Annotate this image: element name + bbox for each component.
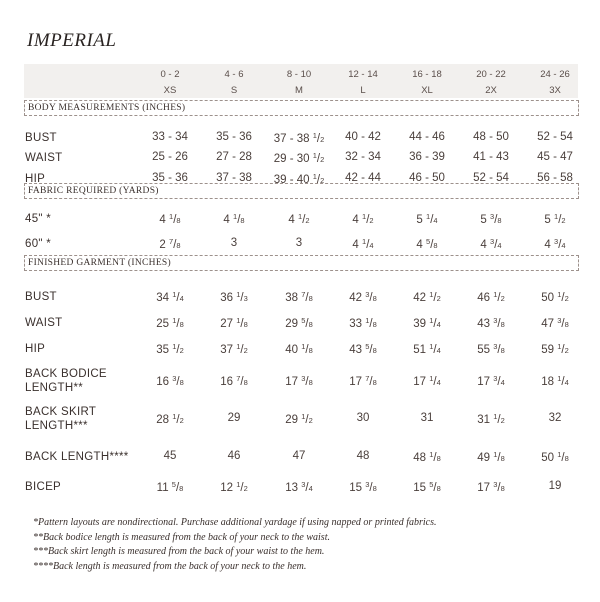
table-cell: 4 $^1$/2	[288, 212, 310, 226]
table-cell: 16 $^3$/8	[156, 374, 184, 388]
size-code: 3X	[549, 85, 561, 96]
size-range: 24 - 26	[540, 69, 570, 80]
table-cell: 46 - 50	[409, 172, 445, 184]
table-cell: 29 $^5$/8	[285, 316, 313, 330]
table-cell: 13 $^3$/4	[285, 480, 313, 494]
table-cell: 29	[227, 412, 241, 424]
row-label: BACK BODICE LENGTH**	[25, 368, 107, 394]
size-range: 16 - 18	[412, 69, 442, 80]
size-code: XL	[421, 85, 433, 96]
table-cell: 3	[295, 237, 303, 249]
row-label: HIP	[25, 343, 46, 355]
table-cell: 17 $^3$/8	[285, 374, 313, 388]
row-label: WAIST	[25, 317, 63, 329]
table-cell: 12 $^1$/2	[220, 480, 248, 494]
table-cell: 48	[356, 450, 370, 462]
table-cell: 25 $^1$/8	[156, 316, 184, 330]
table-cell: 29 $^1$/2	[285, 412, 313, 426]
table-cell: 16 $^7$/8	[220, 374, 248, 388]
table-cell: 4 $^5$/8	[416, 237, 438, 251]
table-cell: 46	[227, 450, 241, 462]
table-cell: 48 - 50	[473, 131, 509, 143]
table-cell: 35 - 36	[152, 172, 188, 184]
section-heading: FINISHED GARMENT (INCHES)	[24, 255, 579, 271]
table-cell: 25 - 26	[152, 151, 188, 163]
chart-title: IMPERIAL	[27, 30, 117, 51]
table-cell: 44 - 46	[409, 131, 445, 143]
table-cell: 56 - 58	[537, 172, 573, 184]
size-code: 2X	[485, 85, 497, 96]
table-cell: 43 $^5$/8	[349, 342, 377, 356]
table-cell: 49 $^1$/8	[477, 450, 505, 464]
table-cell: 36 $^1$/3	[220, 290, 248, 304]
row-label: 45" *	[25, 213, 52, 225]
table-cell: 33 - 34	[152, 131, 188, 143]
size-range: 4 - 6	[224, 69, 244, 80]
table-cell: 45 - 47	[537, 151, 573, 163]
table-cell: 32 - 34	[345, 151, 381, 163]
row-label: BICEP	[25, 481, 62, 493]
row-label: 60" *	[25, 238, 52, 250]
footnotes	[33, 516, 436, 575]
table-cell: 4 $^1$/8	[223, 212, 245, 226]
table-cell: 15 $^5$/8	[413, 480, 441, 494]
table-cell: 4 $^1$/8	[159, 212, 181, 226]
size-range: 20 - 22	[476, 69, 506, 80]
table-cell: 17 $^3$/4	[477, 374, 505, 388]
row-label: BUST	[25, 291, 57, 303]
row-label: BACK SKIRT LENGTH***	[25, 406, 96, 432]
table-cell: 5 $^3$/8	[480, 212, 502, 226]
section-heading: FABRIC REQUIRED (YARDS)	[24, 183, 579, 199]
size-code: L	[360, 85, 366, 96]
table-cell: 47 $^3$/8	[541, 316, 569, 330]
table-cell: 37 - 38	[216, 172, 252, 184]
row-label: BACK LENGTH****	[25, 451, 129, 463]
table-cell: 55 $^3$/8	[477, 342, 505, 356]
footnote: ****Back length is measured from the back of your neck to the hem.	[33, 561, 307, 573]
table-cell: 5 $^1$/2	[544, 212, 566, 226]
table-cell: 5 $^1$/4	[416, 212, 438, 226]
table-cell: 31 $^1$/2	[477, 412, 505, 426]
table-cell: 42 $^1$/2	[413, 290, 441, 304]
table-cell: 40 $^1$/8	[285, 342, 313, 356]
table-cell: 47	[292, 450, 306, 462]
footnote: *Pattern layouts are nondirectional. Purchase additional yardage if using napped or printed fabrics.	[33, 517, 437, 528]
table-cell: 15 $^3$/8	[349, 480, 377, 494]
table-cell: 52 - 54	[473, 172, 509, 184]
table-cell: 32	[548, 412, 562, 424]
table-cell: 4 $^3$/4	[544, 237, 566, 251]
table-cell: 29 - 30 $^1$/2	[273, 151, 325, 165]
table-cell: 39 $^1$/4	[413, 316, 441, 330]
size-range: 12 - 14	[348, 69, 378, 80]
table-cell: 37 $^1$/2	[220, 342, 248, 356]
table-cell: 3	[230, 237, 238, 249]
size-code: XS	[163, 85, 177, 96]
table-cell: 17 $^1$/4	[413, 374, 441, 388]
table-cell: 52 - 54	[537, 131, 573, 143]
table-cell: 19	[548, 480, 562, 492]
section-heading: BODY MEASUREMENTS (INCHES)	[24, 100, 579, 116]
table-cell: 48 $^1$/8	[413, 450, 441, 464]
table-cell: 42 $^3$/8	[349, 290, 377, 304]
table-cell: 4 $^3$/4	[480, 237, 502, 251]
table-cell: 30	[356, 412, 370, 424]
size-code: M	[295, 85, 303, 96]
table-cell: 46 $^1$/2	[477, 290, 505, 304]
table-cell: 50 $^1$/2	[541, 290, 569, 304]
table-cell: 37 - 38 $^1$/2	[273, 131, 325, 145]
table-cell: 35 $^1$/2	[156, 342, 184, 356]
table-cell: 17 $^7$/8	[349, 374, 377, 388]
table-cell: 42 - 44	[345, 172, 381, 184]
row-label: BUST	[25, 132, 57, 144]
table-cell: 51 $^1$/4	[413, 342, 441, 356]
table-cell: 18 $^1$/4	[541, 374, 569, 388]
table-cell: 17 $^3$/8	[477, 480, 505, 494]
table-cell: 40 - 42	[345, 131, 381, 143]
table-cell: 39 - 40 $^1$/2	[273, 172, 325, 186]
table-cell: 27 $^1$/8	[220, 316, 248, 330]
table-cell: 43 $^3$/8	[477, 316, 505, 330]
table-cell: 45	[163, 450, 177, 462]
size-range: 8 - 10	[286, 69, 312, 80]
table-cell: 4 $^1$/4	[352, 237, 374, 251]
row-label: HIP	[25, 173, 46, 185]
footnote: **Back bodice length is measured from the back of your neck to the waist.	[33, 531, 330, 543]
table-cell: 28 $^1$/2	[156, 412, 184, 426]
size-code: S	[230, 85, 238, 96]
table-cell: 38 $^7$/8	[285, 290, 313, 304]
table-cell: 2 $^7$/8	[159, 237, 181, 251]
table-cell: 59 $^1$/2	[541, 342, 569, 356]
table-cell: 35 - 36	[216, 131, 252, 143]
table-cell: 34 $^1$/4	[156, 290, 184, 304]
table-cell: 31	[420, 412, 434, 424]
table-cell: 33 $^1$/8	[349, 316, 377, 330]
footnote: ***Back skirt length is measured from the back of your waist to the hem.	[33, 546, 325, 558]
table-cell: 11 $^5$/8	[156, 480, 184, 494]
table-cell: 4 $^1$/2	[352, 212, 374, 226]
row-label: WAIST	[25, 152, 63, 164]
table-cell: 36 - 39	[409, 151, 445, 163]
table-cell: 41 - 43	[473, 151, 509, 163]
table-cell: 50 $^1$/8	[541, 450, 569, 464]
size-range: 0 - 2	[160, 69, 180, 80]
table-cell: 27 - 28	[216, 151, 252, 163]
